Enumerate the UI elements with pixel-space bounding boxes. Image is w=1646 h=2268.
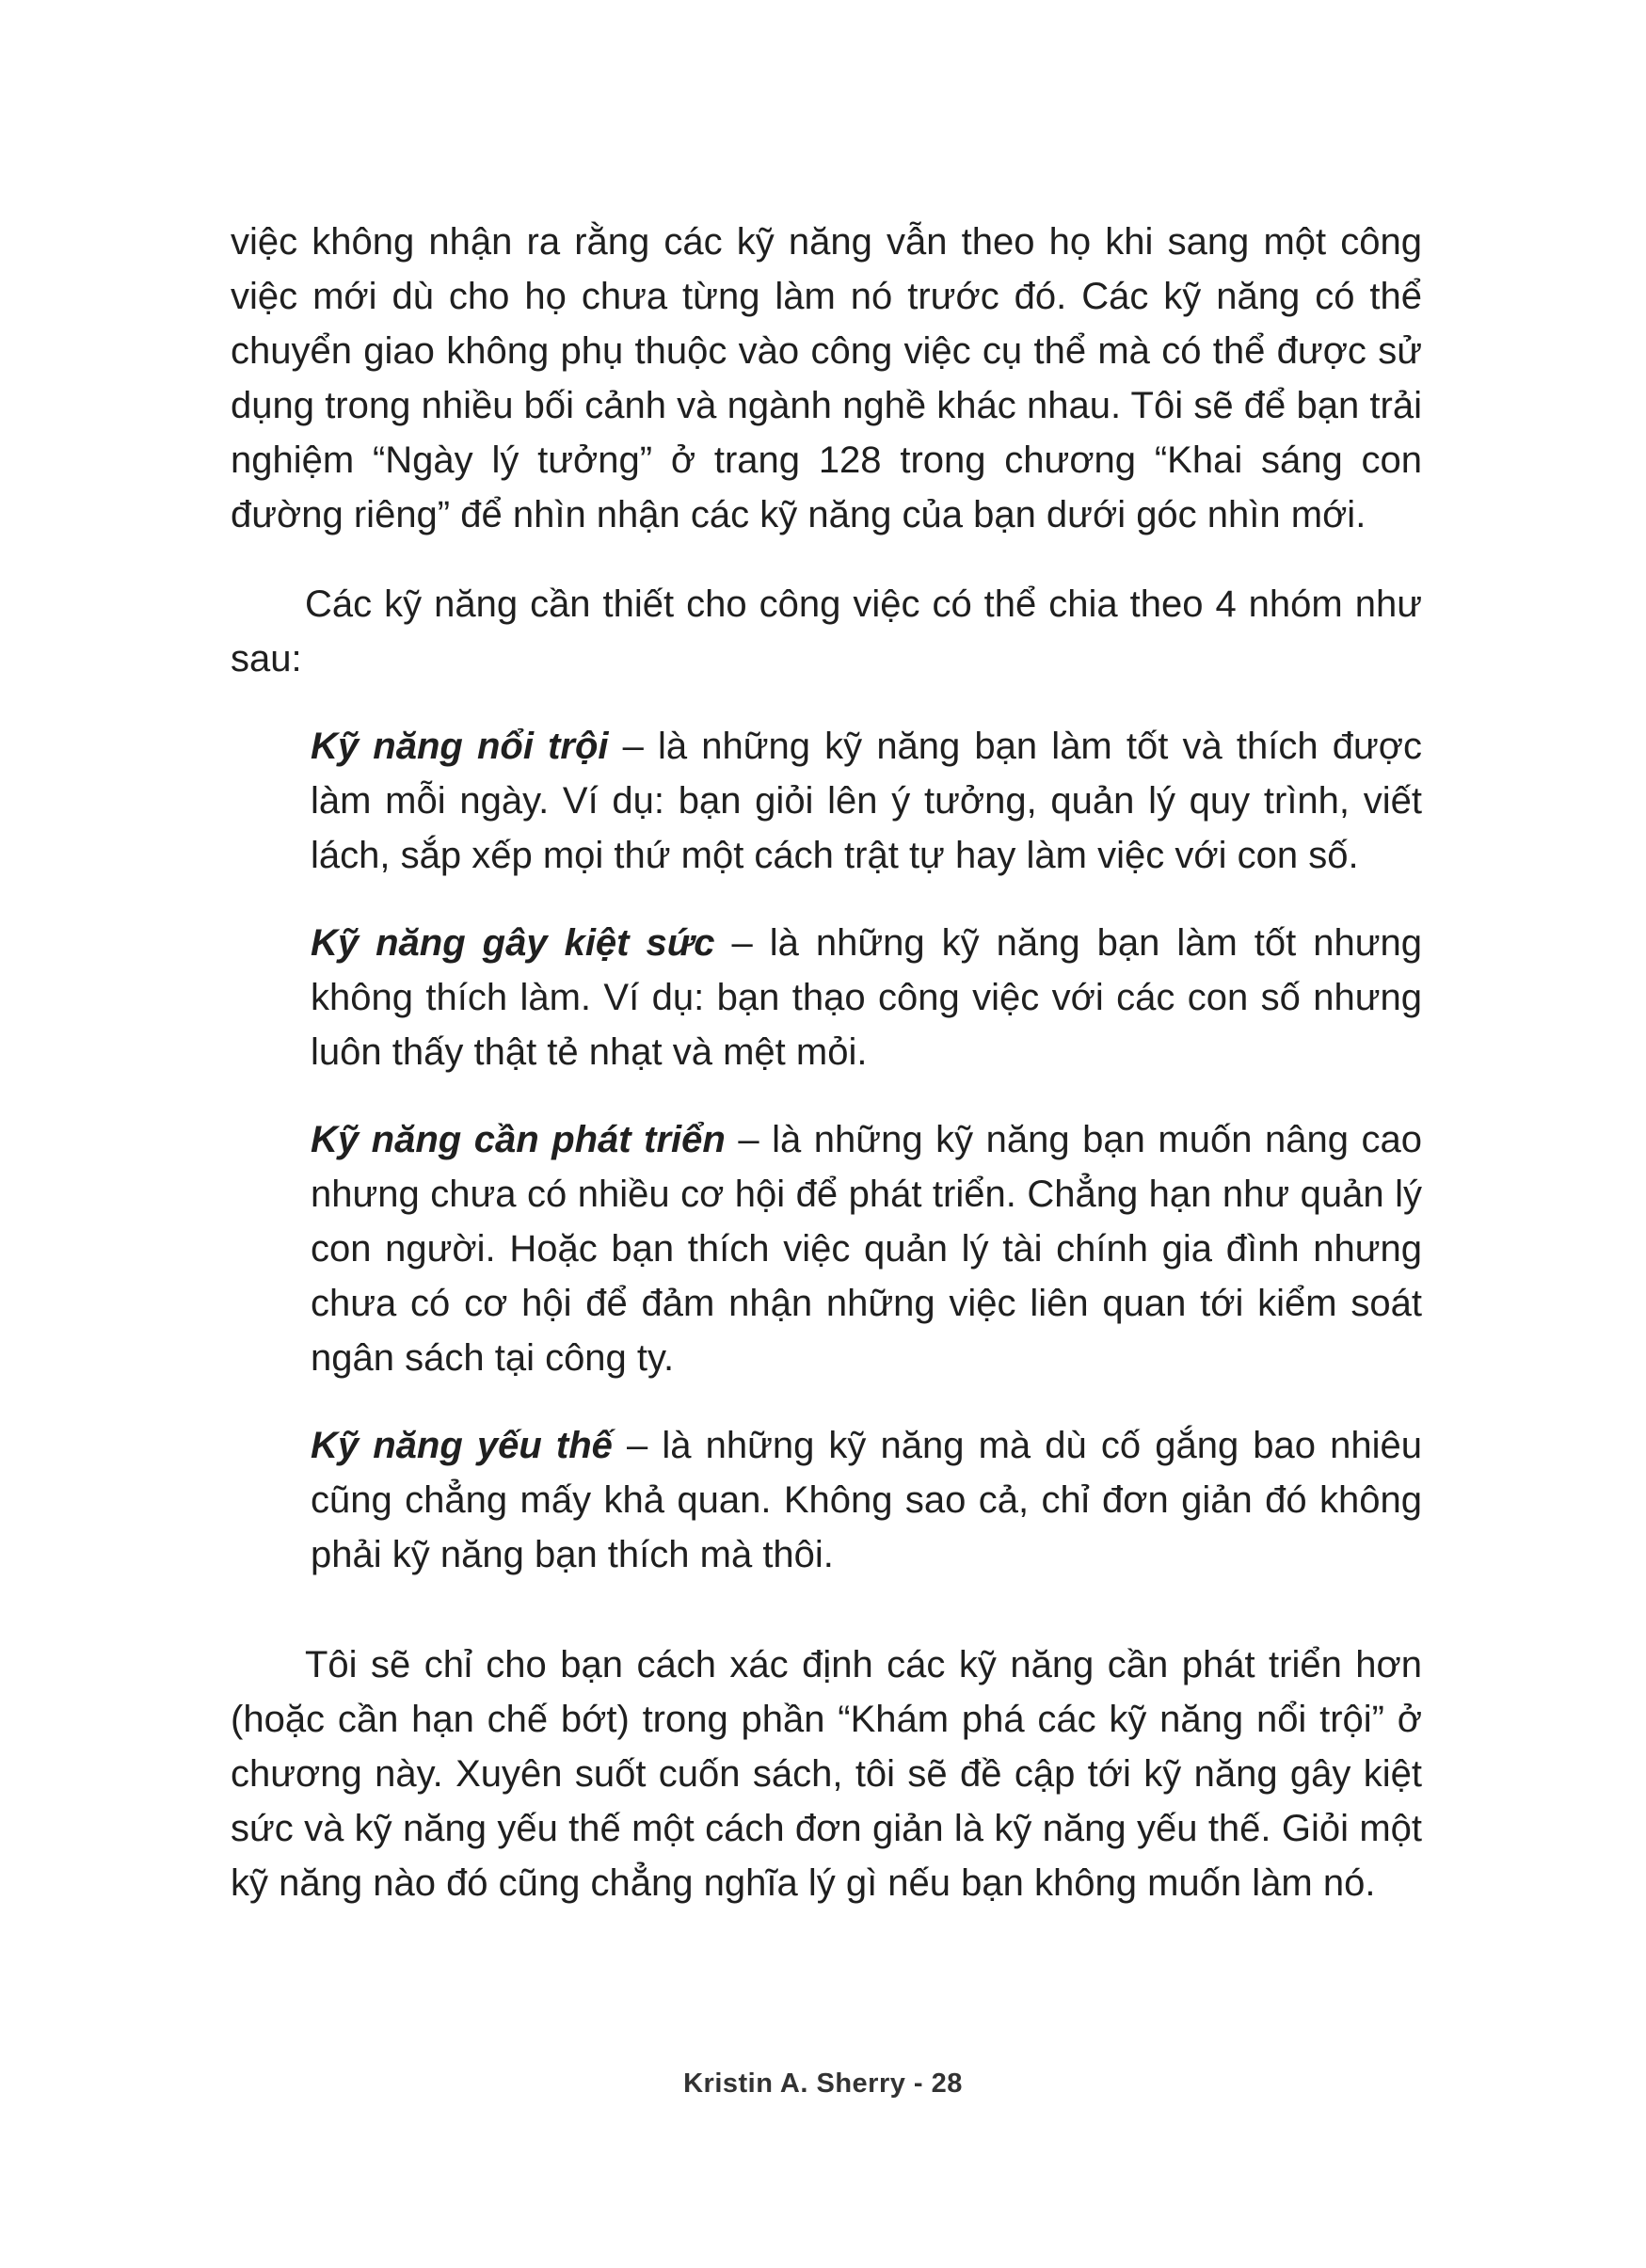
footer-text: Kristin A. Sherry - 28 (683, 2068, 963, 2099)
paragraph-opening: việc không nhận ra rằng các kỹ năng vẫn theo họ khi sang một công việc mới dù cho họ chưa từng làm nó trước đó. Các kỹ năng có thể chuyển giao không phụ thuộc vào công việc cụ thể mà có thể được sử dụng trong nhiều bối cảnh và ngành nghề khác nhau. Tôi sẽ để bạn trải nghiệm “Ngày lý tưởng” ở trang 128 trong chương “Khai sáng con đường riêng” để nhìn nhận các kỹ năng của bạn dưới góc nhìn mới. (231, 221, 1422, 535)
page-footer (0, 2068, 1646, 2100)
paragraph-closing: Tôi sẽ chỉ cho bạn cách xác định các kỹ năng cần phát triển hơn (hoặc cần hạn chế bớt) trong phần “Khám phá các kỹ năng nổi trội” ở chương này. Xuyên suốt cuốn sách, tôi sẽ đề cập tới kỹ năng gây kiệt sức và kỹ năng yếu thế một cách đơn giản là kỹ năng yếu thế. Giỏi một kỹ năng nào đó cũng chẳng nghĩa lý gì nếu bạn không muốn làm nó. (231, 1644, 1422, 1904)
definition-text: – là những kỹ năng mà dù cố gắng bao nhiêu cũng chẳng mấy khả quan. Không sao cả, chỉ đơn giản đó không phải kỹ năng bạn thích mà thôi. (311, 1425, 1422, 1575)
definition-text: – là những kỹ năng bạn làm tốt nhưng không thích làm. Ví dụ: bạn thạo công việc với các con số nhưng luôn thấy thật tẻ nhạt và mệt mỏi. (311, 922, 1423, 1073)
definition-growth-skills (311, 1112, 1422, 1385)
definition-weak-skills (311, 1418, 1422, 1582)
definition-term: Kỹ năng gây kiệt sức (311, 922, 715, 964)
page-body (231, 215, 1422, 1910)
definition-burnout-skills (311, 916, 1422, 1079)
paragraph-intro: Các kỹ năng cần thiết cho công việc có thể chia theo 4 nhóm như sau: (231, 583, 1422, 679)
definition-term: Kỹ năng nổi trội (311, 726, 609, 767)
definition-text: – là những kỹ năng bạn muốn nâng cao nhưng chưa có nhiều cơ hội để phát triển. Chẳng hạn như quản lý con người. Hoặc bạn thích việc quản lý tài chính gia đình nhưng chưa có cơ hội để đảm nhận những việc liên quan tới kiểm soát ngân sách tại công ty. (311, 1119, 1423, 1379)
definition-term: Kỹ năng yếu thế (311, 1425, 613, 1466)
definition-term: Kỹ năng cần phát triển (311, 1119, 726, 1160)
definition-text: – là những kỹ năng bạn làm tốt và thích được làm mỗi ngày. Ví dụ: bạn giỏi lên ý tưởng, quản lý quy trình, viết lách, sắp xếp mọi thứ một cách trật tự hay làm việc với con số. (311, 726, 1422, 876)
definition-dominant-skills (311, 719, 1422, 883)
